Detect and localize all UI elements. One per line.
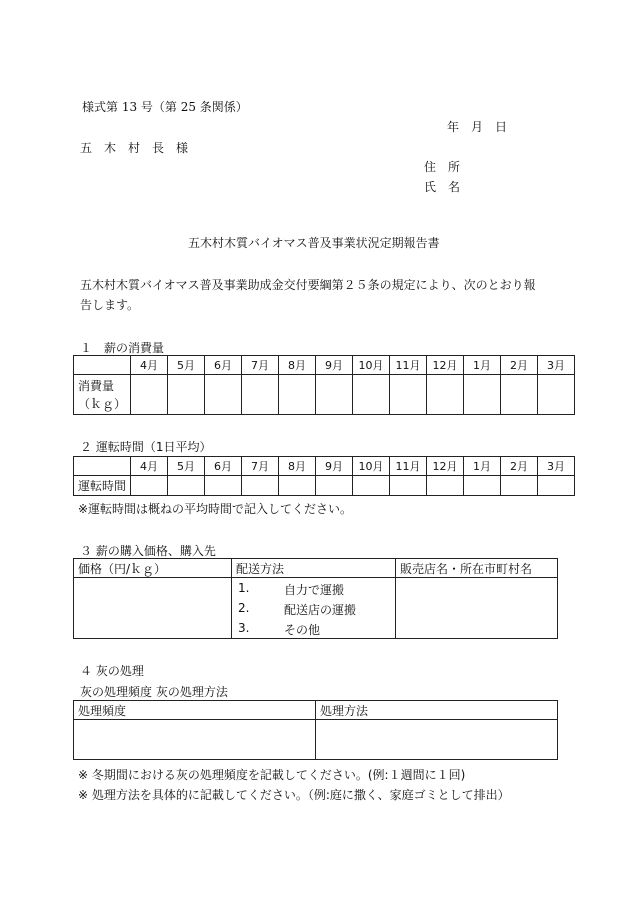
- consumption-cell[interactable]: [353, 375, 390, 415]
- hours-cell[interactable]: [168, 476, 205, 496]
- month-header: 5月: [168, 457, 205, 476]
- delivery-option-1-number: 1.: [238, 581, 250, 595]
- month-header: 12月: [427, 457, 464, 476]
- hours-cell[interactable]: [538, 476, 575, 496]
- delivery-options-cell: [232, 578, 396, 639]
- month-header: 9月: [316, 356, 353, 375]
- consumption-cell[interactable]: [427, 375, 464, 415]
- consumption-cell[interactable]: [464, 375, 501, 415]
- hours-cell[interactable]: [279, 476, 316, 496]
- document-title: 五木村木質バイオマス普及事業状況定期報告書: [188, 236, 440, 250]
- hours-cell[interactable]: [205, 476, 242, 496]
- purchase-table: [73, 558, 558, 639]
- month-header: 1月: [464, 457, 501, 476]
- month-header: 6月: [205, 356, 242, 375]
- month-header: 2月: [501, 356, 538, 375]
- section4-note-2: ※ 処理方法を具体的に記載してください。（例:庭に撒く、家庭ゴミとして排出）: [78, 788, 510, 802]
- consumption-cell[interactable]: [538, 375, 575, 415]
- operating-hours-label: 運転時間: [74, 476, 131, 496]
- month-header: 5月: [168, 356, 205, 375]
- month-header: 8月: [279, 457, 316, 476]
- consumption-cell[interactable]: [131, 375, 168, 415]
- month-header: 12月: [427, 356, 464, 375]
- operating-hours-table: [73, 456, 575, 496]
- price-cell[interactable]: [74, 578, 232, 639]
- section4-heading: ４ 灰の処理: [80, 664, 144, 678]
- ash-disposal-table: [73, 700, 558, 760]
- month-header: 8月: [279, 356, 316, 375]
- section2-heading: ２ 運転時間（1日平均）: [80, 440, 212, 454]
- hours-cell[interactable]: [131, 476, 168, 496]
- hours-cell[interactable]: [464, 476, 501, 496]
- month-header: 1月: [464, 356, 501, 375]
- hours-cell[interactable]: [501, 476, 538, 496]
- delivery-header: 配送方法: [232, 559, 396, 578]
- month-header: 3月: [538, 457, 575, 476]
- month-header: 9月: [316, 457, 353, 476]
- month-header: 10月: [353, 356, 390, 375]
- corner-cell: [74, 457, 131, 476]
- consumption-unit: （ｋｇ）: [78, 396, 127, 411]
- frequency-cell[interactable]: [74, 720, 316, 760]
- consumption-cell[interactable]: [242, 375, 279, 415]
- hours-cell[interactable]: [427, 476, 464, 496]
- date-line: 年 月 日: [447, 120, 508, 134]
- intro-line-1: 五木村木質バイオマス普及事業助成金交付要綱第２５条の規定により、次のとおり報: [80, 278, 536, 292]
- consumption-cell[interactable]: [168, 375, 205, 415]
- month-header: 6月: [205, 457, 242, 476]
- delivery-option-self[interactable]: 自力で運搬: [284, 583, 345, 597]
- price-header: 価格（円/ｋｇ）: [74, 559, 232, 578]
- shop-header: 販売店名・所在市町村名: [396, 559, 558, 578]
- month-header: 10月: [353, 457, 390, 476]
- section3-heading: ３ 薪の購入価格、購入先: [80, 544, 216, 558]
- delivery-option-3-number: 3.: [238, 621, 250, 635]
- month-header: 7月: [242, 457, 279, 476]
- corner-cell: [74, 356, 131, 375]
- month-header: 7月: [242, 356, 279, 375]
- frequency-header: 処理頻度: [74, 701, 316, 720]
- consumption-cell[interactable]: [279, 375, 316, 415]
- hours-cell[interactable]: [242, 476, 279, 496]
- delivery-option-2-number: 2.: [238, 601, 250, 615]
- month-header: 3月: [538, 356, 575, 375]
- hours-cell[interactable]: [316, 476, 353, 496]
- method-cell[interactable]: [316, 720, 558, 760]
- name-label: 氏 名: [424, 180, 461, 194]
- form-number: 様式第 13 号（第 25 条関係）: [82, 100, 248, 114]
- section2-note: ※運転時間は概ねの平均時間で記入してください。: [78, 502, 353, 516]
- consumption-cell[interactable]: [205, 375, 242, 415]
- firewood-consumption-table: [73, 355, 575, 415]
- section4-note-1: ※ 冬期間における灰の処理頻度を記載してください。(例:１週間に１回): [78, 768, 466, 782]
- consumption-cell[interactable]: [316, 375, 353, 415]
- consumption-cell[interactable]: [390, 375, 427, 415]
- month-header: 11月: [390, 457, 427, 476]
- section4-subheading: 灰の処理頻度 灰の処理方法: [80, 685, 228, 699]
- month-header: 11月: [390, 356, 427, 375]
- method-header: 処理方法: [316, 701, 558, 720]
- shop-cell[interactable]: [396, 578, 558, 639]
- consumption-cell[interactable]: [501, 375, 538, 415]
- hours-cell[interactable]: [390, 476, 427, 496]
- intro-line-2: 告します。: [80, 298, 140, 312]
- month-header: 2月: [501, 457, 538, 476]
- consumption-label: 消費量: [78, 378, 115, 393]
- address-label: 住 所: [424, 160, 461, 174]
- month-header: 4月: [131, 457, 168, 476]
- hours-cell[interactable]: [353, 476, 390, 496]
- delivery-option-other[interactable]: その他: [284, 623, 321, 637]
- delivery-option-shop[interactable]: 配送店の運搬: [284, 603, 357, 617]
- month-header: 4月: [131, 356, 168, 375]
- addressee: 五 木 村 長 様: [80, 141, 189, 155]
- section1-heading: １ 薪の消費量: [80, 341, 165, 355]
- consumption-row-label: [74, 375, 131, 415]
